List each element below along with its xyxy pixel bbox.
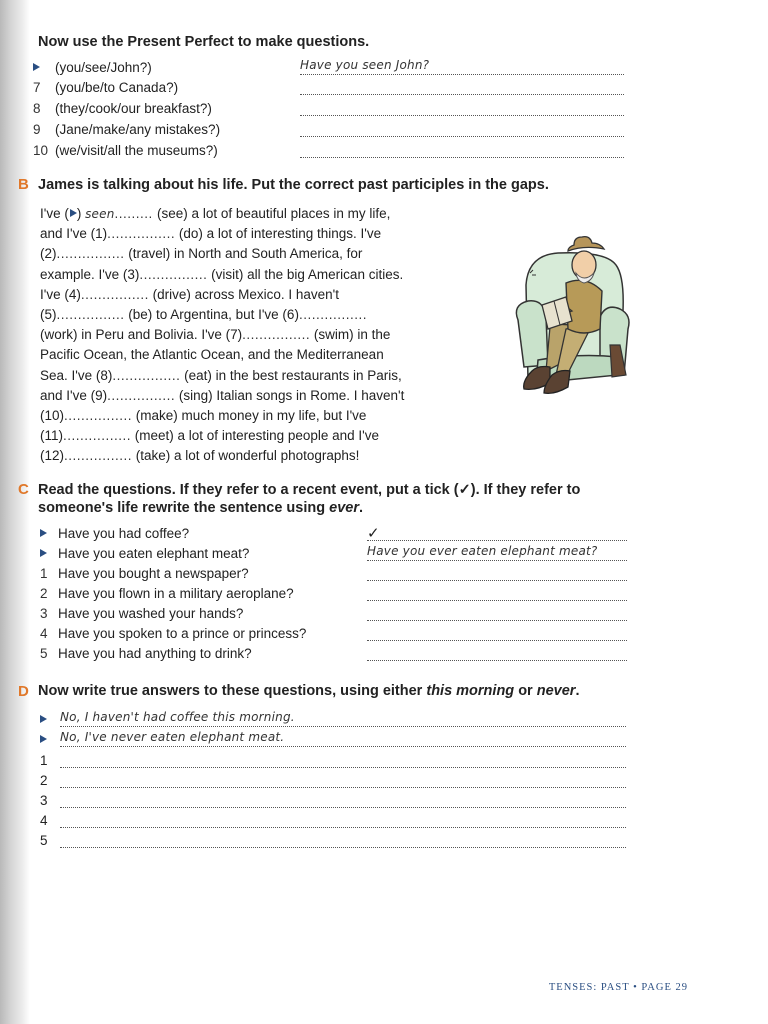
paragraph-text: (see) a lot of beautiful places in my life, — [157, 206, 391, 221]
question-text: Have you bought a newspaper? — [58, 566, 249, 581]
paragraph-text: (12) — [40, 448, 65, 464]
exercise-row — [33, 60, 152, 75]
paragraph-text: Sea. I've (8) — [40, 367, 113, 383]
answer-line[interactable] — [300, 99, 624, 116]
answer-line[interactable] — [60, 811, 626, 828]
answer-line[interactable] — [367, 584, 627, 601]
item-number: 8 — [33, 101, 41, 116]
example-arrow-icon — [70, 209, 77, 217]
gap-blank[interactable]: ................ — [64, 448, 133, 464]
gap-blank[interactable]: ................ — [64, 408, 133, 423]
illustration-man-reading-in-armchair — [488, 225, 638, 405]
section-d-letter: D — [18, 683, 29, 700]
question-text: Have you flown in a military aeroplane? — [58, 586, 294, 601]
question-prompt: (you/be/to Canada?) — [55, 80, 179, 95]
paragraph-line — [40, 347, 480, 362]
gap-blank[interactable]: ................ — [107, 226, 176, 242]
item-number: 4 — [40, 626, 48, 641]
question-row — [40, 546, 249, 561]
answer-line[interactable] — [60, 791, 626, 808]
question-row — [40, 586, 294, 601]
answer-line[interactable] — [60, 751, 626, 768]
question-row — [40, 566, 249, 581]
section-b-heading: James is talking about his life. Put the correct past participles in the gaps. — [38, 177, 549, 193]
question-prompt: (they/cook/our breakfast?) — [55, 101, 212, 116]
question-text: Have you had anything to drink? — [58, 646, 252, 661]
paragraph-line — [40, 408, 480, 423]
exercise-row — [33, 80, 178, 95]
item-number: 3 — [40, 606, 48, 621]
paragraph-text: (work) in Peru and Bolivia. I've (7) — [40, 327, 243, 343]
section-c-heading-line-2: someone's life rewrite the sentence using ever. — [38, 500, 363, 516]
section-d-heading: Now write true answers to these questions, using either this morning or never. — [38, 683, 580, 699]
item-number: 2 — [40, 586, 48, 601]
paragraph-line — [40, 206, 480, 221]
item-number: 5 — [40, 833, 48, 848]
answer-line[interactable]: Have you ever eaten elephant meat? — [367, 544, 627, 561]
paragraph-text: (travel) in North and South America, for — [124, 246, 363, 262]
paragraph-line — [40, 368, 480, 383]
gap-blank[interactable]: ................ — [112, 367, 181, 383]
section-c-heading-line-1: Read the questions. If they refer to a recent event, put a tick (✓). If they refer to — [38, 482, 581, 498]
gap-blank[interactable]: ................ — [80, 286, 149, 302]
section-b-letter: B — [18, 176, 29, 193]
exercise-row — [33, 143, 218, 158]
question-prompt: (you/see/John?) — [55, 60, 152, 75]
exercise-row — [33, 122, 220, 137]
question-row — [40, 606, 243, 621]
paragraph-text: (11) — [40, 428, 64, 444]
paragraph-text: (2) — [40, 246, 57, 262]
item-number — [40, 712, 49, 727]
item-number — [40, 732, 49, 747]
paragraph-line — [40, 307, 480, 322]
gap-blank[interactable]: ................ — [107, 387, 176, 403]
gap-blank[interactable]: ................ — [139, 266, 208, 282]
question-row — [40, 626, 306, 641]
answer-line[interactable] — [367, 644, 627, 661]
question-text: Have you had coffee? — [58, 526, 190, 541]
paragraph-text: (make) much money in my life, but I've — [132, 408, 367, 423]
gap-blank[interactable]: ................ — [56, 307, 125, 322]
paragraph-text: ) — [76, 206, 86, 221]
gap-blank[interactable]: ................ — [242, 327, 311, 343]
gap-blank[interactable]: ................ — [56, 246, 125, 262]
answer-line[interactable]: Have you seen John? — [300, 58, 624, 75]
paragraph-text: and I've (1) — [40, 226, 108, 242]
answer-line[interactable] — [300, 78, 624, 95]
item-number — [40, 546, 58, 561]
example-arrow-icon — [40, 529, 47, 537]
answer-line[interactable]: No, I've never eaten elephant meat. — [60, 730, 626, 747]
gap-blank[interactable]: ......... — [114, 206, 158, 221]
example-arrow-icon — [40, 735, 47, 743]
item-number: 2 — [40, 773, 48, 788]
paragraph-text: (drive) across Mexico. I haven't — [148, 286, 339, 302]
answer-line[interactable] — [300, 141, 624, 158]
example-arrow-icon — [40, 715, 47, 723]
question-row — [40, 646, 252, 661]
item-number — [33, 60, 55, 75]
section-a-heading: Now use the Present Perfect to make questions. — [38, 34, 370, 50]
question-text: Have you spoken to a prince or princess? — [58, 626, 307, 641]
question-prompt: (Jane/make/any mistakes?) — [55, 122, 221, 137]
answer-line[interactable] — [367, 624, 627, 641]
item-number: 1 — [40, 566, 48, 581]
answer-line[interactable]: No, I haven't had coffee this morning. — [60, 710, 626, 727]
gap-blank[interactable]: ................ — [298, 307, 367, 322]
question-prompt: (we/visit/all the museums?) — [55, 143, 218, 158]
page-footer: TENSES: PAST • PAGE 29 — [548, 982, 688, 993]
item-number: 1 — [40, 753, 48, 768]
example-arrow-icon — [33, 63, 40, 71]
paragraph-line — [40, 267, 480, 282]
paragraph-text: (5) — [40, 307, 57, 322]
item-number: 10 — [33, 143, 49, 158]
answer-line[interactable] — [300, 120, 624, 137]
item-number: 4 — [40, 813, 48, 828]
paragraph-text: (do) a lot of interesting things. I've — [175, 226, 382, 242]
paragraph-line — [40, 327, 480, 342]
paragraph-text: (be) to Argentina, but I've (6) — [124, 307, 299, 322]
paragraph-text: (swim) in the — [310, 327, 391, 343]
paragraph-text: I've ( — [40, 206, 69, 221]
paragraph-text: (meet) a lot of interesting people and I've — [131, 428, 380, 444]
answer-line[interactable] — [367, 604, 627, 621]
paragraph-text: example. I've (3) — [40, 266, 140, 282]
question-row — [40, 526, 189, 541]
paragraph-line — [40, 428, 480, 443]
item-number: 9 — [33, 122, 41, 137]
paragraph-line — [40, 226, 480, 241]
section-c-letter: C — [18, 481, 29, 498]
item-number: 7 — [33, 80, 41, 95]
paragraph-text: I've (4) — [40, 286, 81, 302]
paragraph-line — [40, 287, 480, 302]
paragraph-text: (eat) in the best restaurants in Paris, — [180, 367, 402, 383]
question-text: Have you eaten elephant meat? — [58, 546, 250, 561]
paragraph-text: (take) a lot of wonderful photographs! — [132, 448, 360, 464]
paragraph-line — [40, 388, 480, 403]
gap-blank[interactable]: ................ — [63, 428, 132, 444]
paragraph-text: (sing) Italian songs in Rome. I haven't — [175, 387, 405, 403]
paragraph-line — [40, 246, 480, 261]
paragraph-text: (visit) all the big American cities. — [207, 266, 404, 282]
example-arrow-icon — [40, 549, 47, 557]
paragraph-text: (10) — [40, 408, 65, 423]
item-number — [40, 526, 58, 541]
answer-line[interactable] — [367, 564, 627, 581]
example-answer: seen — [85, 207, 115, 221]
paragraph-line — [40, 448, 480, 463]
item-number: 5 — [40, 646, 48, 661]
exercise-row — [33, 101, 212, 116]
item-number: 3 — [40, 793, 48, 808]
paragraph-text: and I've (9) — [40, 387, 108, 403]
question-text: Have you washed your hands? — [58, 606, 244, 621]
answer-line[interactable] — [60, 771, 626, 788]
answer-line[interactable] — [60, 831, 626, 848]
paragraph-text: Pacific Ocean, the Atlantic Ocean, and the Mediterranean — [40, 347, 384, 363]
answer-line[interactable]: ✓ — [367, 524, 627, 541]
